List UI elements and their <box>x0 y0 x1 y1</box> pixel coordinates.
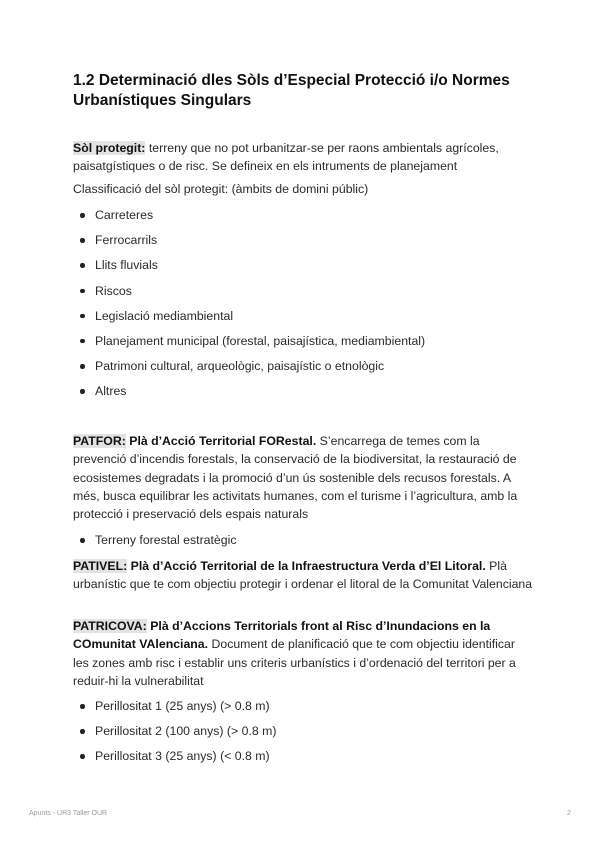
patricova-list <box>73 697 533 772</box>
classificacio-label: Classificació del sòl protegit: (àmbits de domini públic) <box>73 182 369 196</box>
patfor-name: Plà d’Acció Territorial FORestal. <box>125 434 317 448</box>
patfor-text: S’encarrega de temes com la prevenció d’incendis forestals, la conservació de la biodiversitat, la restauració de ecosistemes degradats i la promoció d’un ús sostenible dels recusos forestals. A més, busca equilibrar les activitats humanes, com el turisme i l’agricultura, amb la protecció i preservació dels espais naturals <box>73 434 518 522</box>
list-item: Perillositat 2 (100 anys) (> 0.8 m) <box>73 722 533 747</box>
patricova-name: Plà d’Accions Territorials front al Risc d’Inundacions en la COmunitat VAlenciana. <box>73 619 491 652</box>
sol-protegit-text: terreny que no pot urbanitzar-se per raons ambientals agrícoles, paisatgístiques o de risc. Se defineix en els intruments de planejament <box>73 141 499 174</box>
list-item: Carreteres <box>73 206 533 231</box>
list-item: Altres <box>73 382 533 407</box>
patfor-term: PATFOR: <box>73 434 126 448</box>
sol-protegit-term: Sòl protegit: <box>73 141 146 155</box>
pativel-paragraph <box>73 557 533 594</box>
patricova-paragraph <box>73 617 533 690</box>
list-item: Llits fluvials <box>73 256 533 281</box>
pativel-text: Plà urbanístic que te com objectiu protegir i ordenar el litoral de la Comunitat Valenciana <box>73 559 533 592</box>
patricova-term: PATRICOVA: <box>73 619 147 633</box>
classificacio-list <box>73 206 533 408</box>
page-number: 2 <box>567 810 571 817</box>
list-item: Terreny forestal estratègic <box>73 531 533 549</box>
section-heading: 1.2 Determinació dles Sòls d’Especial Protecció i/o Normes Urbanístiques Singulars <box>73 72 510 109</box>
pativel-name: Plà d’Acció Territorial de la Infraestructura Verda d’El Litoral. <box>127 559 486 573</box>
list-item: Perillositat 1 (25 anys) (> 0.8 m) <box>73 697 533 722</box>
patricova-text: Document de planificació que te com objectiu identificar les zones amb risc i establir uns criteris urbanístics i d’ordenació del territori per a reduir-hi la vulnerabilitat <box>73 637 516 688</box>
footer-title: Apunts - UR3 Taller OUR <box>29 810 108 817</box>
list-item: Ferrocarrils <box>73 231 533 256</box>
patfor-list <box>73 531 533 549</box>
sol-protegit-paragraph <box>73 139 533 176</box>
list-item: Perillositat 3 (25 anys) (< 0.8 m) <box>73 747 533 772</box>
list-item: Planejament municipal (forestal, paisajística, mediambiental) <box>73 332 533 357</box>
list-item: Legislació mediambiental <box>73 307 533 332</box>
list-item: Riscos <box>73 282 533 307</box>
list-item: Patrimoni cultural, arqueològic, paisajístic o etnològic <box>73 357 533 382</box>
pativel-term: PATIVEL: <box>73 559 128 573</box>
patfor-paragraph <box>73 432 533 523</box>
